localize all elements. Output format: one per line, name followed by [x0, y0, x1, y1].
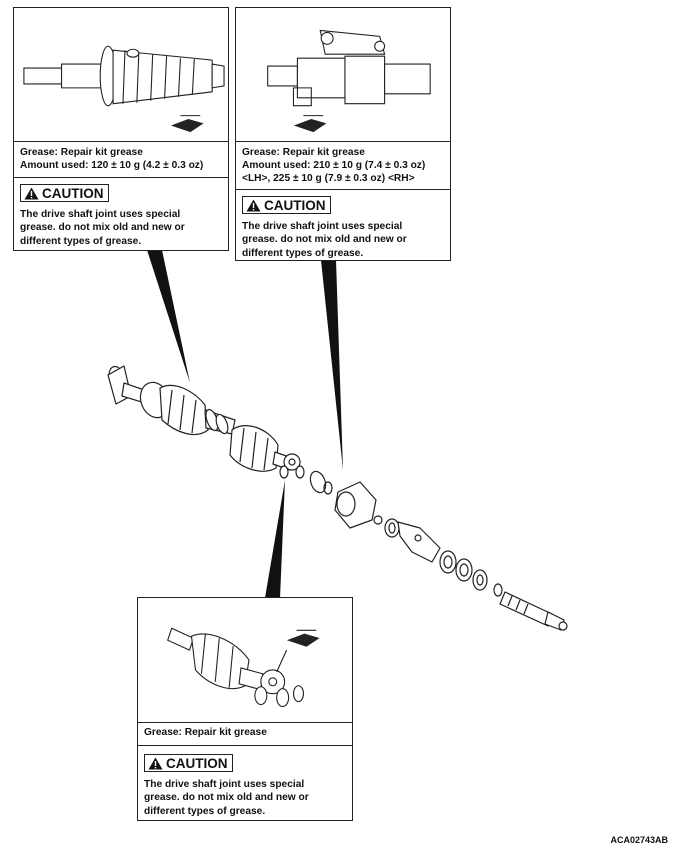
warning-triangle-icon — [246, 199, 261, 212]
caution-text — [144, 778, 346, 819]
document-id: ACA02743AB — [610, 835, 668, 845]
leader-pointer-spider — [265, 480, 285, 598]
caution-line: different types of grease. — [242, 247, 364, 259]
leader-pointer-outer — [147, 250, 190, 383]
caution-label: CAUTION — [166, 755, 228, 771]
caution-badge — [242, 196, 331, 214]
warning-triangle-icon — [148, 757, 163, 770]
outer-grease-spec — [14, 146, 228, 178]
caution-line: The drive shaft joint uses special — [242, 220, 403, 232]
caution-badge — [20, 184, 109, 202]
caution-line: The drive shaft joint uses special — [144, 778, 305, 790]
caution-label: CAUTION — [264, 197, 326, 213]
caution-line: grease. do not mix old and new or — [242, 234, 407, 245]
callout-spider — [137, 597, 353, 821]
caution-line: different types of grease. — [144, 805, 266, 817]
spider-caution — [138, 750, 352, 818]
caution-text — [20, 208, 222, 249]
grease-amount-text: <LH>, 225 ± 10 g (7.9 ± 0.3 oz) <RH> — [242, 173, 415, 184]
outer-caution — [14, 180, 228, 248]
caution-text — [242, 220, 444, 261]
inner-caution — [236, 192, 450, 260]
caution-line: grease. do not mix old and new or — [144, 792, 309, 803]
grease-type-text: Grease: Repair kit grease — [20, 147, 143, 158]
leader-pointer-inner — [321, 260, 343, 470]
caution-line: The drive shaft joint uses special — [20, 208, 181, 220]
grease-amount-text: Amount used: 210 ± 10 g (7.4 ± 0.3 oz) — [242, 160, 426, 171]
caution-line: grease. do not mix old and new or — [20, 222, 185, 233]
inner-grease-spec — [236, 146, 450, 190]
callout-outer-joint — [13, 7, 229, 251]
inner-joint-illustration — [236, 8, 450, 142]
outer-joint-illustration — [14, 8, 228, 142]
spider-illustration — [138, 598, 352, 723]
caution-line: different types of grease. — [20, 235, 142, 247]
grease-type-text: Grease: Repair kit grease — [242, 147, 365, 158]
grease-type-text: Grease: Repair kit grease — [144, 727, 267, 738]
caution-label: CAUTION — [42, 185, 104, 201]
grease-amount-text: Amount used: 120 ± 10 g (4.2 ± 0.3 oz) — [20, 160, 204, 171]
caution-badge — [144, 754, 233, 772]
warning-triangle-icon — [24, 187, 39, 200]
spider-grease-spec — [138, 726, 352, 746]
callout-inner-joint — [235, 7, 451, 261]
